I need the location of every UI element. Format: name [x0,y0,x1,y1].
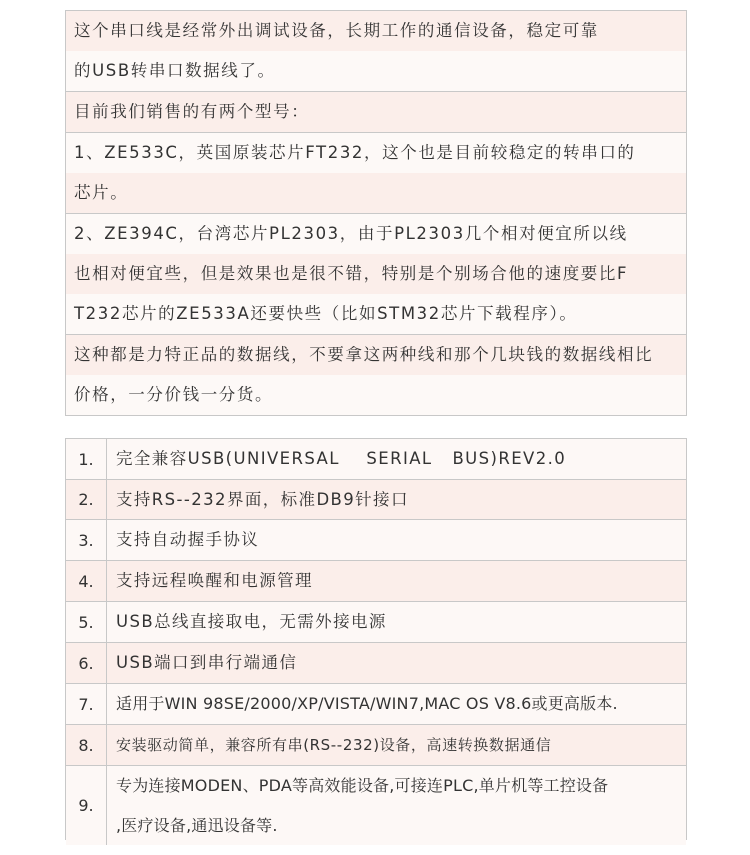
intro-line: 这种都是力特正品的数据线，不要拿这两种线和那个几块钱的数据线相比 [66,335,686,375]
spec-line: ,医疗设备,通迅设备等. [116,815,278,835]
intro-paragraph-2 [66,92,686,133]
spec-number: 5. [66,602,107,642]
spec-number: 8. [66,725,107,765]
spec-number: 3. [66,520,107,560]
spec-line: USB端口到串行端通信 [116,653,298,672]
intro-line: 的USB转串口数据线了。 [66,51,686,91]
table-row [66,480,686,520]
spec-text [107,725,686,765]
intro-paragraph-3 [66,133,686,214]
intro-line: 目前我们销售的有两个型号： [66,92,686,132]
spec-line: 完全兼容USB(UNIVERSAL SERIAL BUS)REV2.0 [116,449,567,468]
spec-line: USB总线直接取电，无需外接电源 [116,612,387,631]
intro-line: 这个串口线是经常外出调试设备，长期工作的通信设备，稳定可靠 [66,11,686,51]
table-row [66,561,686,602]
intro-table [65,10,687,416]
spec-text [107,684,686,724]
table-row [66,766,686,845]
intro-paragraph-1 [66,11,686,92]
table-row [66,602,686,643]
intro-line: 价格，一分价钱一分货。 [66,375,686,415]
spec-text [107,766,686,845]
spec-number: 2. [66,480,107,519]
spec-number: 7. [66,684,107,724]
spec-text [107,439,686,479]
intro-line: 2、ZE394C，台湾芯片PL2303，由于PL2303几个相对便宜所以线 [66,214,686,254]
spec-number: 1. [66,439,107,479]
intro-line: 芯片。 [66,173,686,213]
table-row [66,725,686,766]
spec-line: 适用于WIN 98SE/2000/XP/VISTA/WIN7,MAC OS V8.6或更高版本. [116,694,618,713]
intro-paragraph-4 [66,214,686,335]
spec-number: 9. [66,766,107,845]
spec-line: 专为连接MODEN、PDA等高效能设备,可接连PLC,单片机等工控设备 [116,775,609,795]
spec-line: 支持自动握手协议 [116,530,260,549]
intro-line: 也相对便宜些，但是效果也是很不错，特别是个别场合他的速度要比F [66,254,686,294]
intro-line: T232芯片的ZE533A还要快些（比如STM32芯片下载程序）。 [66,294,686,334]
spec-text [107,602,686,642]
table-row [66,684,686,725]
table-row [66,439,686,480]
table-row [66,643,686,684]
intro-paragraph-5 [66,335,686,415]
spec-line: 支持RS--232界面，标准DB9针接口 [116,489,409,509]
spec-number: 6. [66,643,107,683]
spec-text [107,520,686,560]
spec-text [107,561,686,601]
spec-table [65,438,687,840]
table-row [66,520,686,561]
spec-line: 安装驱动简单，兼容所有串(RS--232)设备，高速转换数据通信 [116,736,552,754]
spec-text [107,480,686,519]
intro-line: 1、ZE533C，英国原装芯片FT232，这个也是目前较稳定的转串口的 [66,133,686,173]
spec-text [107,643,686,683]
spec-line: 支持远程唤醒和电源管理 [116,571,313,590]
spec-number: 4. [66,561,107,601]
